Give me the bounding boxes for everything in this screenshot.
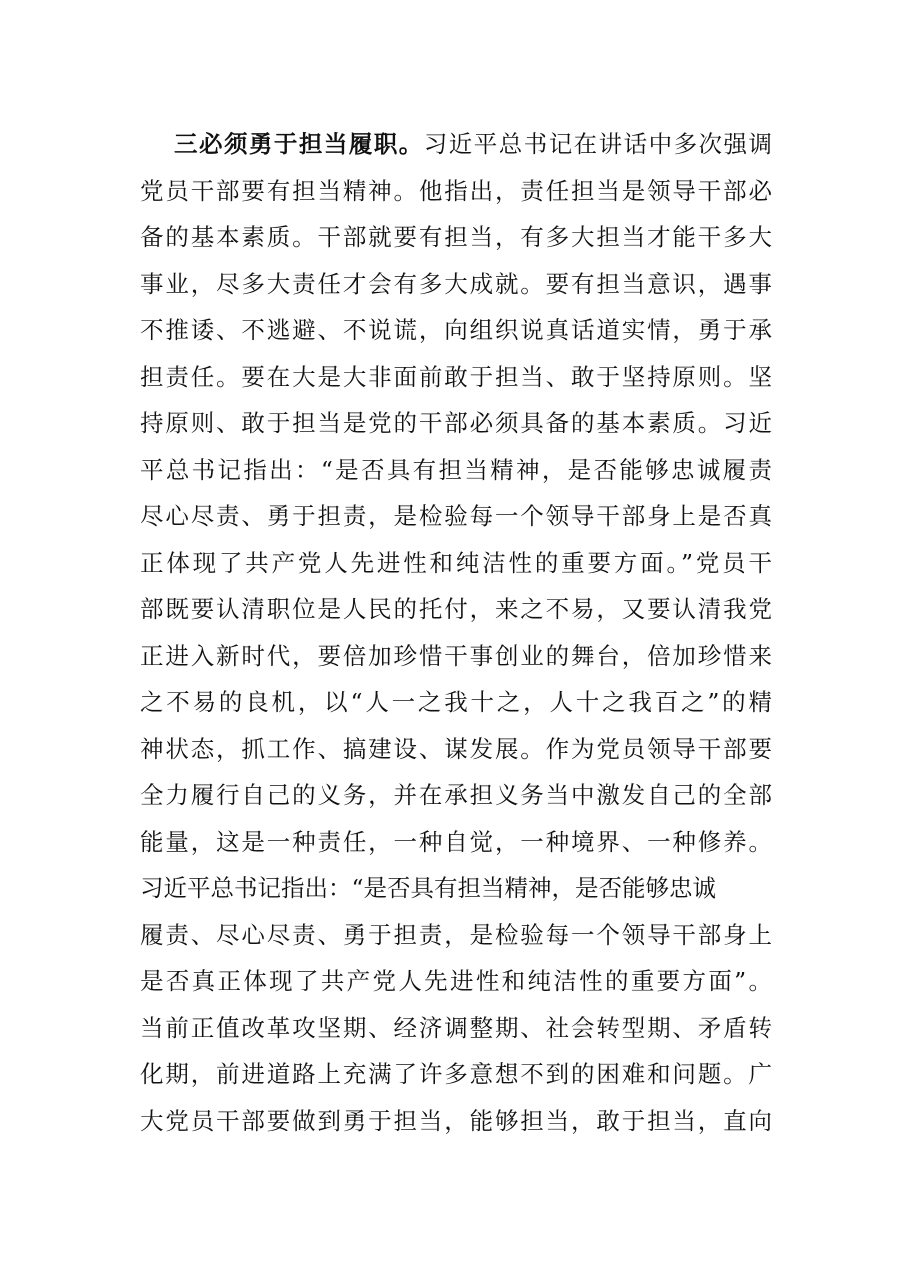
line-text: 习近平总书记在讲话中多次强调 bbox=[423, 130, 772, 158]
paragraph-line: 大党员干部要做到勇于担当，能够担当，敢于担当，直向 bbox=[140, 1106, 772, 1135]
paragraph-line: 之不易的良机，以“人一之我十之，人十之我百之”的精 bbox=[140, 688, 772, 716]
paragraph-line: 部既要认清职位是人民的托付，来之不易，又要认清我党 bbox=[140, 595, 772, 623]
paragraph-line: 全力履行自己的义务，并在承担义务当中激发自己的全部 bbox=[140, 781, 772, 809]
paragraph-line: 当前正值改革攻坚期、经济调整期、社会转型期、矛盾转 bbox=[140, 1013, 772, 1042]
paragraph-line: 化期，前进道路上充满了许多意想不到的困难和问题。广 bbox=[140, 1060, 772, 1088]
paragraph-line: 尽心尽责、勇于担责，是检验每一个领导干部身上是否真 bbox=[140, 502, 772, 530]
paragraph-line: 神状态，抓工作、搞建设、谋发展。作为党员领导干部要 bbox=[140, 734, 772, 763]
paragraph-line: 担责任。要在大是大非面前敢于担当、敢于坚持原则。坚 bbox=[140, 362, 772, 391]
paragraph-line: 党员干部要有担当精神。他指出，责任担当是领导干部必 bbox=[140, 176, 772, 205]
paragraph-line: 习近平总书记指出：“是否具有担当精神，是否能够忠诚 bbox=[140, 874, 717, 902]
paragraph-line: 平总书记指出：“是否具有担当精神，是否能够忠诚履责 bbox=[140, 455, 772, 484]
paragraph-heading: 三必须勇于担当履职。 bbox=[174, 130, 424, 158]
paragraph-line: 能量，这是一种责任，一种自觉，一种境界、一种修养。 bbox=[140, 827, 772, 856]
paragraph-line: 正进入新时代，要倍加珍惜干事创业的舞台，倍加珍惜来 bbox=[140, 641, 772, 670]
paragraph-line: 不推诿、不逃避、不说谎，向组织说真话道实情，勇于承 bbox=[140, 316, 772, 344]
paragraph-line: 履责、尽心尽责、勇于担责，是检验每一个领导干部身上 bbox=[140, 920, 772, 949]
paragraph-line bbox=[140, 121, 772, 168]
paragraph-line: 正体现了共产党人先进性和纯洁性的重要方面。”党员干 bbox=[140, 548, 772, 577]
paragraph-line: 持原则、敢于担当是党的干部必须具备的基本素质。习近 bbox=[140, 409, 772, 437]
paragraph-line: 是否真正体现了共产党人先进性和纯洁性的重要方面”。 bbox=[140, 967, 772, 995]
paragraph bbox=[140, 121, 772, 1144]
paragraph-line: 备的基本素质。干部就要有担当，有多大担当才能干多大 bbox=[140, 223, 772, 251]
paragraph-line: 事业，尽多大责任才会有多大成就。要有担当意识，遇事 bbox=[140, 269, 772, 298]
